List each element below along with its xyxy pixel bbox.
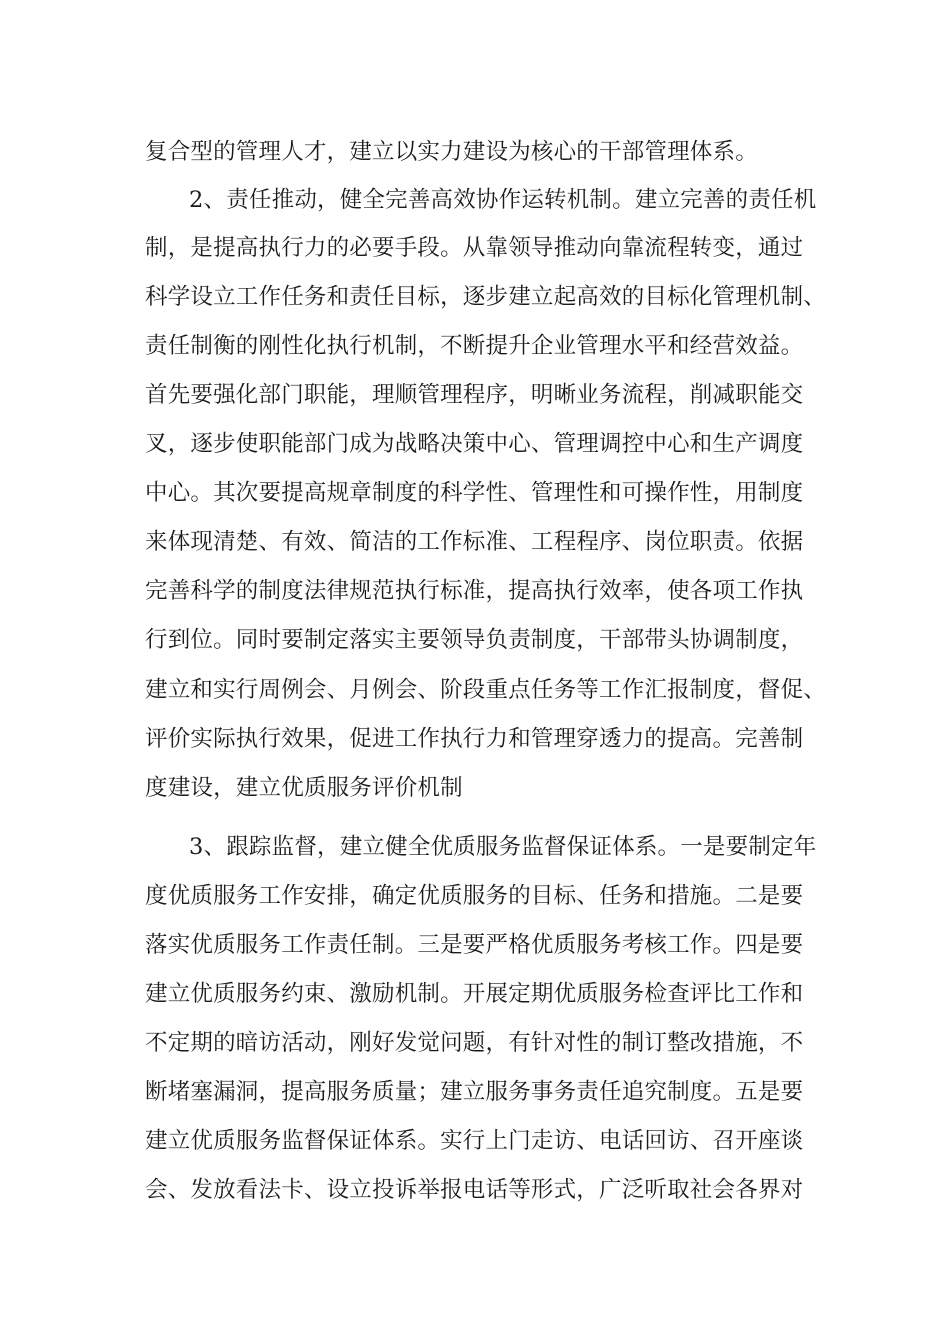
text-line: 复合型的管理人才，建立以实力建设为核心的干部管理体系。 [145, 139, 758, 165]
text-line: 来体现清楚、有效、简洁的工作标准、工程程序、岗位职责。依据 [145, 529, 804, 555]
text-line: 制，是提高执行力的必要手段。从靠领导推动向靠流程转变，通过 [145, 235, 804, 261]
text-line: 断堵塞漏洞，提高服务质量；建立服务事务责任追究制度。五是要 [145, 1079, 804, 1105]
text-line: 完善科学的制度法律规范执行标准，提高执行效率，使各项工作执 [145, 578, 804, 604]
text-line: 首先要强化部门职能，理顺管理程序，明晰业务流程，削减职能交 [145, 382, 804, 408]
text-line: 行到位。同时要制定落实主要领导负责制度，干部带头协调制度， [145, 627, 804, 653]
text-line: 2、责任推动，健全完善高效协作运转机制。建立完善的责任机 [189, 187, 817, 213]
text-line: 建立优质服务监督保证体系。实行上门走访、电话回访、召开座谈 [145, 1128, 804, 1154]
text-line: 叉，逐步使职能部门成为战略决策中心、管理调控中心和生产调度 [145, 431, 804, 457]
text-line: 3、跟踪监督，建立健全优质服务监督保证体系。一是要制定年 [189, 834, 817, 860]
text-line: 科学设立工作任务和责任目标，逐步建立起高效的目标化管理机制、 [145, 284, 827, 310]
text-line: 责任制衡的刚性化执行机制，不断提升企业管理水平和经营效益。 [145, 333, 804, 359]
text-line: 度建设，建立优质服务评价机制 [145, 775, 463, 801]
text-line: 落实优质服务工作责任制。三是要严格优质服务考核工作。四是要 [145, 932, 804, 958]
text-line: 建立优质服务约束、激励机制。开展定期优质服务检查评比工作和 [145, 981, 804, 1007]
text-line: 度优质服务工作安排，确定优质服务的目标、任务和措施。二是要 [145, 883, 804, 909]
text-line: 评价实际执行效果，促进工作执行力和管理穿透力的提高。完善制 [145, 726, 804, 752]
text-line: 不定期的暗访活动，刚好发觉问题，有针对性的制订整改措施，不 [145, 1030, 804, 1056]
text-line: 会、发放看法卡、设立投诉举报电话等形式，广泛听取社会各界对 [145, 1177, 804, 1203]
text-line: 建立和实行周例会、月例会、阶段重点任务等工作汇报制度，督促、 [145, 677, 827, 703]
text-line: 中心。其次要提高规章制度的科学性、管理性和可操作性，用制度 [145, 480, 804, 506]
